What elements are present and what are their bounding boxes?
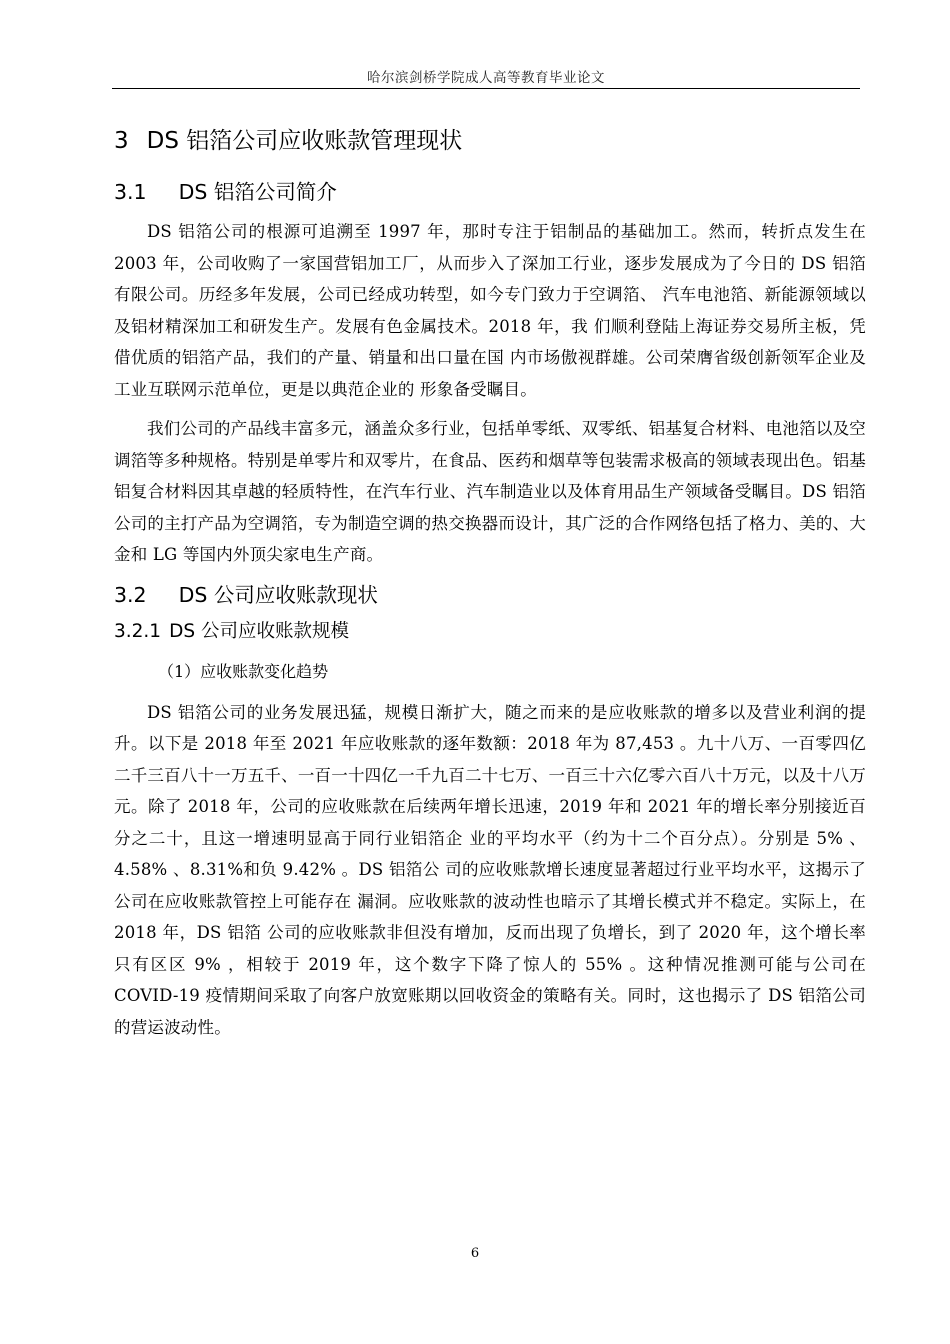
chapter-title: DS 铝箔公司应收账款管理现状 xyxy=(146,128,463,154)
running-header: 哈尔滨剑桥学院成人高等教育毕业论文 xyxy=(367,70,605,86)
paragraph-product-line: 我们公司的产品线丰富多元，涵盖众多行业，包括单零纸、双零纸、铝基复合材料、电池箔以及空调箔等多种规格。特别是单零片和双零片，在食品、医药和烟草等包装需求极高的领域表现出色。铝基铝复合材料因其卓越的轻质特性，在汽车行业、汽车制造业以及体育用品生产领域备受瞩目。DS 铝箔公司的主打产品为空调箔，专为制造空调的热交换器而设计，其广泛的合作网络包括了格力、美的、大金和 LG 等国内外顶尖家电生产商。 xyxy=(114,419,866,564)
chapter-number: 3 xyxy=(114,128,129,154)
section-heading-3-1 xyxy=(114,178,866,206)
section-title: DS 公司应收账款现状 xyxy=(178,582,378,607)
paragraph-receivables-trend: DS 铝箔公司的业务发展迅猛，规模日渐扩大，随之而来的是应收账款的增多以及营业利润的提升。以下是 2018 年至 2021 年应收账款的逐年数额：2018 年为 87,453 。九十八万、一百零四亿二千三百八十一万五千、一百一十四亿一千九百二十七万、一百三十六亿零六百八十万元，以及十八万元。除了 2018 年，公司的应收账款在后续两年增长迅速，2019 年和 2021 年的增长率分别接近百分之二十，且这一增速明显高于同行业铝箔企 业的平均水平（约为十二个百分点）。分别是 5% 、4.58% 、8.31%和负 9.42% 。DS 铝箔公 司的应收账款增长速度显著超过行业平均水平，这揭示了公司在应收账款管控上可能存在 漏洞。应收账款的波动性也暗示了其增长模式并不稳定。实际上，在 2018 年，DS 铝箔 公司的应收账款非但没有增加，反而出现了负增长，到了 2020 年，这个增长率只有区区 9% ，相较于 2019 年，这个数字下降了惊人的 55% 。这种情况推测可能与公司在 COVID-19 疫情期间采取了向客户放宽账期以回收资金的策略有关。同时，这也揭示了 DS 铝箔公司的营运波动性。 xyxy=(114,702,866,1037)
subsection-number: 3.2.1 xyxy=(114,620,162,642)
subsection-title: DS 公司应收账款规模 xyxy=(169,620,349,642)
subsection-heading-3-2-1 xyxy=(114,619,866,645)
chapter-heading xyxy=(114,126,866,156)
list-item-heading: （1）应收账款变化趋势 xyxy=(158,661,329,681)
section-number: 3.1 xyxy=(114,180,147,204)
section-number: 3.2 xyxy=(114,582,147,607)
paragraph-company-history: DS 铝箔公司的根源可追溯至 1997 年，那时专注于铝制品的基础加工。然而，转折点发生在 2003 年，公司收购了一家国营铝加工厂，从而步入了深加工行业，逐步发展成为了今日的 DS 铝箔有限公司。历经多年发展，公司已经成功转型，如今专门致力于空调箔、 汽车电池箔、新能源领域以及铝材精深加工和研发生产。发展有色金属技术。2018 年，我 们顺利登陆上海证券交易所主板，凭借优质的铝箔产品，我们的产量、销量和出口量在国 内市场傲视群雄。公司荣膺省级创新领军企业及工业互联网示范单位，更是以典范企业的 形象备受瞩目。 xyxy=(114,222,866,399)
header-divider xyxy=(112,88,860,89)
page-number: 6 xyxy=(470,1246,480,1261)
section-heading-3-2 xyxy=(114,581,866,609)
page-body xyxy=(114,118,866,1051)
section-title: DS 铝箔公司简介 xyxy=(178,180,337,204)
